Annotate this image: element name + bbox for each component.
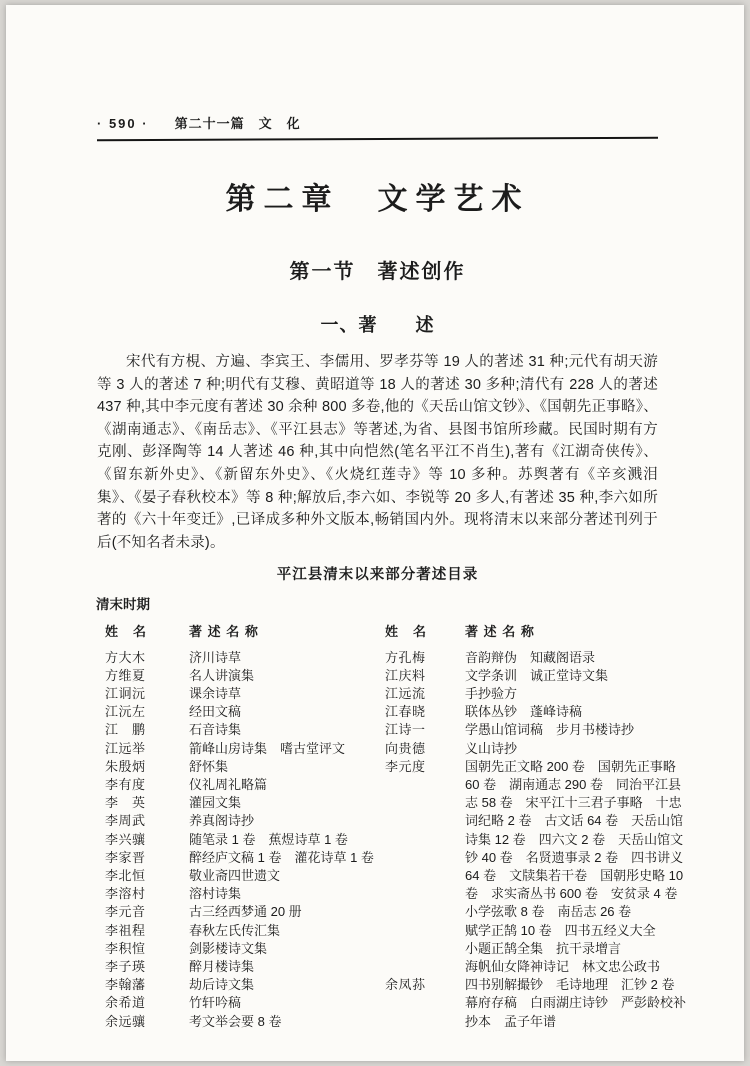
work-titles (189, 831, 385, 849)
author-name: 向贵德 (385, 740, 426, 756)
section-title: 第一节 著述创作 (289, 261, 466, 283)
works-column-header: 著 述 名 称 (465, 624, 535, 640)
work-line: 卷 求实斋丛书 600 卷 安贫录 4 卷 (465, 886, 678, 902)
table-row (105, 794, 385, 812)
table-row (105, 1013, 385, 1031)
name-column-header: 姓 名 (105, 624, 148, 640)
table-row (105, 922, 385, 940)
work-line: 舒怀集 (189, 758, 229, 774)
work-line: 名人讲演集 (189, 667, 255, 683)
running-head-section: 第二十一篇 文 化 (174, 116, 301, 131)
work-titles (465, 976, 686, 1031)
name-column-header: 姓 名 (385, 624, 428, 640)
work-titles (189, 812, 385, 830)
work-line: 赋学正鹄 10 卷 四书五经义大全 (465, 922, 656, 938)
author-name: 江沅左 (105, 704, 146, 720)
work-line: 醉经庐文稿 1 卷 灌花诗草 1 卷 (189, 849, 374, 865)
author-name: 李有度 (105, 776, 146, 792)
work-titles (465, 685, 686, 703)
work-line: 竹轩吟稿 (189, 995, 242, 1011)
work-titles (189, 994, 385, 1012)
work-line: 经田文稿 (189, 704, 242, 720)
author-name: 江远流 (385, 685, 426, 701)
work-line: 春秋左氏传汇集 (189, 922, 281, 938)
author-name: 李积愃 (105, 940, 146, 956)
work-line: 石音诗集 (189, 722, 242, 738)
author-name: 江庆料 (385, 667, 426, 683)
work-line: 醉月楼诗集 (189, 959, 255, 974)
table-row (105, 849, 385, 867)
table-right-column (385, 623, 686, 1030)
author-name: 李兴骧 (105, 831, 146, 847)
work-line: 64 卷 文牍集若干卷 国朝彤史略 10 (465, 867, 684, 883)
work-titles (189, 685, 385, 703)
table-row (105, 758, 385, 776)
work-titles (189, 976, 385, 994)
work-titles (189, 649, 385, 667)
table-row (105, 740, 385, 758)
work-titles (189, 740, 385, 758)
author-name: 江远举 (105, 740, 146, 756)
work-line: 剑影楼诗文集 (189, 940, 268, 956)
author-name: 李家晋 (105, 849, 146, 865)
table-row (105, 958, 385, 976)
author-name: 江诇沅 (105, 685, 146, 701)
header-rule (97, 137, 658, 141)
table-row (105, 776, 385, 794)
table-row (105, 867, 385, 885)
table-row (385, 758, 686, 976)
work-titles (465, 703, 686, 721)
work-titles (189, 922, 385, 940)
intro-paragraph: 宋代有方梘、方遍、李宾王、李儒用、罗孝芬等 19 人的著述 31 种;元代有胡天游等 3 人的著述 7 种;明代有艾穆、黄昭道等 18 人的著述 30 多种;清代有 228 人的著述 437 种,其中李元度有著述 30 余种 800 多卷,他的《天岳山馆文钞》、《国朝先正事略》、《湖南通志》、《南岳志》、《平江县志》等著述,为省、县图书馆所珍藏。民国时期有方克刚、彭泽陶等 14 人著述 46 种,其中向恺然(笔名平江不肖生),著有《江湖奇侠传》、《留东新外史》、《新留东外史》、《火烧红莲寺》等 10 多种。苏舆著有《辛亥溅泪集》、《晏子春秋校本》等 8 种;解放后,李六如、李锐等 20 多人,有著述 35 种,李六如所著的《六十年变迁》,已译成多种外文版本,畅销国内外。现将清末以来部分著述刊列于后(不知名者未录)。 (97, 354, 658, 551)
work-titles (189, 1013, 385, 1031)
page-number: · 590 · (97, 116, 149, 131)
work-line: 课余诗草 (189, 685, 242, 701)
work-line: 古三经西梦通 20 册 (189, 904, 302, 920)
work-line: 箭峰山房诗集 嗜古堂评文 (189, 740, 346, 756)
table-row (105, 685, 385, 703)
work-line: 抄本 孟子年谱 (465, 1013, 557, 1029)
running-head (97, 113, 658, 132)
table-row (385, 703, 686, 721)
work-titles (189, 721, 385, 739)
author-name: 李 英 (105, 795, 146, 811)
table-row (385, 685, 686, 703)
work-titles (189, 667, 385, 685)
work-titles (189, 703, 385, 721)
work-titles (189, 849, 385, 867)
table-row (105, 885, 385, 903)
work-line: 四书别解撮钞 毛诗地理 汇钞 2 卷 (465, 977, 675, 993)
author-name: 李祖程 (105, 922, 146, 938)
author-name: 李周武 (105, 813, 146, 829)
work-titles (189, 940, 385, 958)
table-row (105, 667, 385, 685)
table-row (385, 649, 686, 667)
work-line: 劫后诗文集 (189, 977, 255, 993)
work-line: 溶村诗集 (189, 886, 242, 902)
work-titles (465, 721, 686, 739)
work-line: 文学条训 诚正堂诗文集 (465, 667, 609, 683)
work-titles (465, 649, 686, 667)
work-line: 联体丛钞 蓬峰诗稿 (465, 704, 583, 720)
table-row (385, 976, 686, 1031)
table-row (105, 721, 385, 739)
work-line: 词纪略 2 卷 古文话 64 卷 天岳山馆 (465, 813, 684, 829)
author-name: 李北恒 (105, 867, 146, 883)
author-name: 余远骧 (105, 1013, 146, 1029)
work-line: 敬业斋四世遗文 (189, 867, 281, 883)
table-row (105, 703, 385, 721)
work-line: 灌园文集 (189, 795, 242, 811)
work-line: 考文举会要 8 卷 (189, 1013, 282, 1029)
subsection-title: 一、著 述 (320, 315, 435, 335)
author-name: 方大木 (105, 649, 146, 665)
table-row (385, 667, 686, 685)
work-line: 志 58 卷 宋平江十三君子事略 十忠 (465, 795, 682, 811)
table-row (105, 976, 385, 994)
chapter-title: 第二章 文学艺术 (225, 183, 530, 216)
table-left-column (97, 623, 385, 1030)
work-line: 钞 40 卷 名贤遗事录 2 卷 四书讲义 (465, 849, 684, 865)
author-name: 李元度 (385, 758, 426, 774)
work-titles (189, 885, 385, 903)
work-line: 济川诗草 (189, 649, 242, 665)
author-name: 李溶村 (105, 886, 146, 902)
table-header-row (385, 623, 686, 641)
table-row (385, 740, 686, 758)
work-line: 学愚山馆词稿 步月书楼诗抄 (465, 722, 635, 738)
work-titles (465, 758, 686, 976)
work-line: 随笔录 1 卷 蕉煜诗草 1 卷 (189, 831, 348, 847)
work-line: 仪礼周礼略篇 (189, 776, 268, 792)
works-column-header: 著 述 名 称 (189, 624, 259, 640)
author-name: 方孔梅 (385, 649, 426, 665)
author-name: 余凤荪 (385, 977, 426, 993)
author-name: 李元音 (105, 904, 146, 920)
work-titles (189, 958, 385, 976)
work-line: 养真阁诗抄 (189, 813, 255, 829)
table-row (105, 812, 385, 830)
work-titles (465, 667, 686, 685)
work-line: 义山诗抄 (465, 740, 518, 756)
work-titles (189, 903, 385, 921)
work-line: 诗集 12 卷 四六文 2 卷 天岳山馆文 (465, 831, 684, 847)
work-titles (189, 776, 385, 794)
author-name: 江 鹏 (105, 722, 146, 738)
period-label: 清末时期 (96, 597, 150, 613)
author-name: 江诗一 (385, 722, 426, 738)
work-line: 国朝先正文略 200 卷 国朝先正事略 (465, 758, 676, 774)
work-titles (465, 740, 686, 758)
directory-table (97, 623, 687, 1030)
author-name: 朱殷炳 (105, 758, 146, 774)
author-name: 李翰藩 (105, 977, 146, 993)
work-line: 手抄验方 (465, 685, 518, 701)
work-line: 幕府存稿 白雨湖庄诗钞 严彭龄校补 (465, 995, 687, 1011)
work-line: 小学弦歌 8 卷 南岳志 26 卷 (465, 904, 632, 920)
work-line: 60 卷 湖南通志 290 卷 同治平江县 (465, 776, 681, 792)
work-line: 小题正鹄全集 抗干录增言 (465, 940, 622, 956)
table-row (105, 994, 385, 1012)
table-header-row (105, 623, 385, 641)
table-row (105, 940, 385, 958)
work-titles (189, 867, 385, 885)
author-name: 江春晓 (385, 704, 426, 720)
author-name: 方维夏 (105, 667, 146, 683)
table-row (385, 721, 686, 739)
work-line: 海帆仙女降神诗记 林文忠公政书 (465, 959, 661, 974)
table-row (105, 831, 385, 849)
author-name: 余希道 (105, 995, 146, 1011)
work-line: 音韵辩伪 知藏阁语录 (465, 649, 596, 665)
work-titles (189, 758, 385, 776)
table-row (105, 903, 385, 921)
book-page (6, 5, 744, 1061)
table-title: 平江县清末以来部分著述目录 (276, 567, 479, 584)
work-titles (189, 794, 385, 812)
author-name: 李子瑛 (105, 959, 146, 974)
table-row (105, 649, 385, 667)
